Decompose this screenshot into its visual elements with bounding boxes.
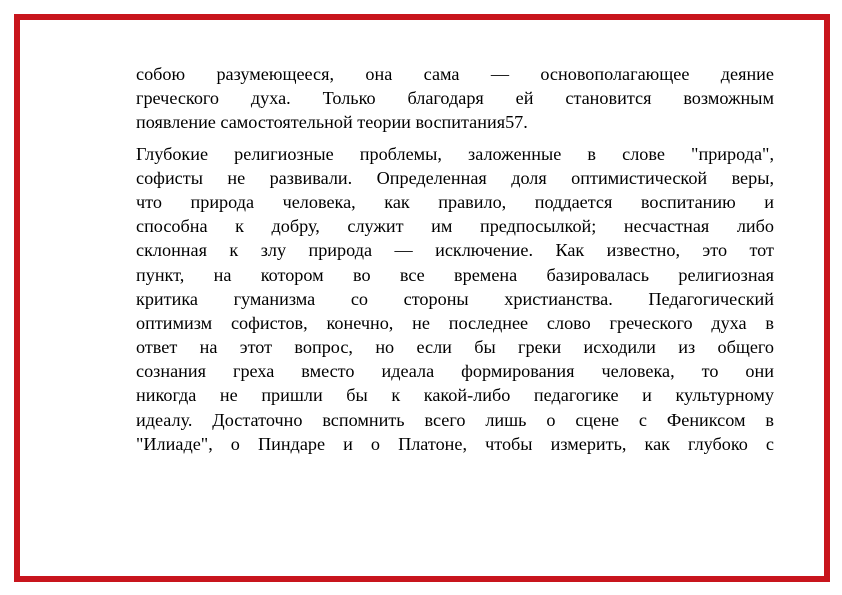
text-line: появление самостоятельной теории воспитания57.	[136, 112, 528, 133]
text-line: способна к добру, служит им предпосылкой; несчастная либо	[136, 216, 774, 237]
text-line: Глубокие религиозные проблемы, заложенные в слове "природа",	[136, 143, 774, 164]
text-line: софисты не развивали. Определенная доля оптимистической веры,	[136, 167, 774, 188]
text-line: ответ на этот вопрос, но если бы греки исходили из общего	[136, 337, 774, 358]
text-line: идеалу. Достаточно вспомнить всего лишь о сцене с Фениксом в	[136, 409, 774, 430]
text-line: критика гуманизма со стороны христианства. Педагогический	[136, 288, 774, 309]
paragraph-1	[136, 62, 774, 135]
text-line: что природа человека, как правило, поддается воспитанию и	[136, 191, 774, 212]
text-line: греческого духа. Только благодаря ей становится возможным	[136, 88, 774, 109]
text-line: склонная к злу природа — исключение. Как известно, это тот	[136, 240, 774, 261]
text-line: пункт, на котором во все времена базировалась религиозная	[136, 264, 774, 285]
text-line: оптимизм софистов, конечно, не последнее слово греческого духа в	[136, 312, 774, 333]
body-text	[136, 62, 774, 456]
text-line: никогда не пришли бы к какой-либо педагогике и культурному	[136, 385, 774, 406]
text-line: собою разумеющееся, она сама — основополагающее деяние	[136, 64, 774, 84]
text-line: сознания греха вместо идеала формирования человека, то они	[136, 361, 774, 382]
paragraph-2	[136, 142, 774, 456]
text-line: "Илиаде", о Пиндаре и о Платоне, чтобы измерить, как глубоко с	[136, 433, 774, 454]
